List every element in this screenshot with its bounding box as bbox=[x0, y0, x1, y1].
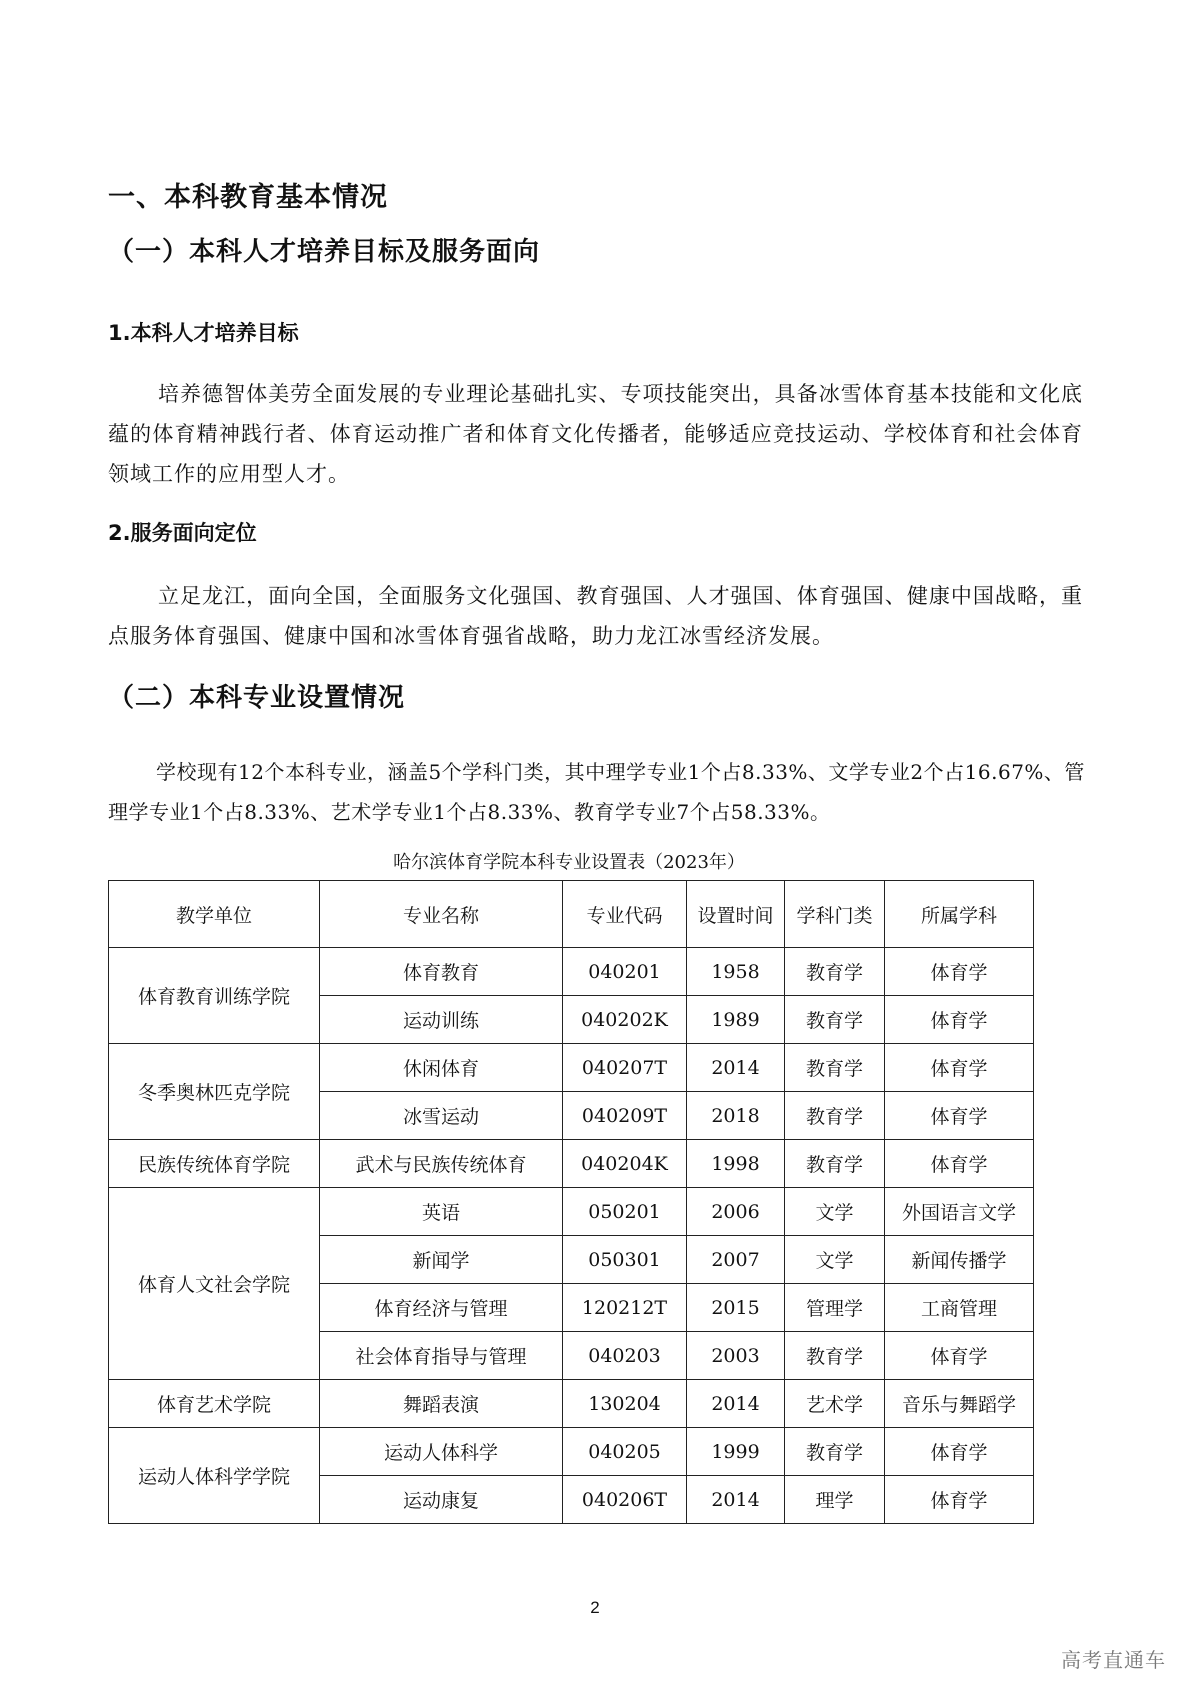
cell-discipline: 理学 bbox=[785, 1476, 885, 1524]
cell-major-name: 体育教育 bbox=[320, 948, 563, 996]
cell-major-name: 运动人体科学 bbox=[320, 1428, 563, 1476]
header-major-code: 专业代码 bbox=[563, 881, 687, 948]
cell-year: 2015 bbox=[687, 1284, 785, 1332]
table-row bbox=[109, 1380, 1034, 1428]
cell-year: 1958 bbox=[687, 948, 785, 996]
table-row bbox=[109, 1044, 1034, 1092]
cell-major-name: 武术与民族传统体育 bbox=[320, 1140, 563, 1188]
cell-discipline: 文学 bbox=[785, 1188, 885, 1236]
header-year: 设置时间 bbox=[687, 881, 785, 948]
cell-major-name: 英语 bbox=[320, 1188, 563, 1236]
table-row bbox=[109, 948, 1034, 996]
table-caption: 哈尔滨体育学院本科专业设置表（2023年） bbox=[393, 852, 745, 873]
cell-discipline: 教育学 bbox=[785, 1332, 885, 1380]
cell-major-name: 新闻学 bbox=[320, 1236, 563, 1284]
table-header-row bbox=[109, 881, 1034, 948]
cell-major-name: 冰雪运动 bbox=[320, 1092, 563, 1140]
cell-unit: 体育教育训练学院 bbox=[109, 948, 320, 1044]
header-subject: 所属学科 bbox=[885, 881, 1034, 948]
cell-discipline: 教育学 bbox=[785, 1092, 885, 1140]
header-major-name: 专业名称 bbox=[320, 881, 563, 948]
cell-subject: 体育学 bbox=[885, 1140, 1034, 1188]
cell-year: 2018 bbox=[687, 1092, 785, 1140]
cell-year: 1989 bbox=[687, 996, 785, 1044]
cell-unit: 体育艺术学院 bbox=[109, 1380, 320, 1428]
cell-major-code: 040204K bbox=[563, 1140, 687, 1188]
cell-year: 2006 bbox=[687, 1188, 785, 1236]
cell-discipline: 教育学 bbox=[785, 1428, 885, 1476]
cell-major-code: 040202K bbox=[563, 996, 687, 1044]
majors-paragraph: 学校现有12个本科专业，涵盖5个学科门类，其中理学专业1个占8.33%、文学专业2个占16.67%、管理学专业1个占8.33%、艺术学专业1个占8.33%、教育学专业7个占58.33%。 bbox=[108, 760, 1085, 824]
cell-year: 2014 bbox=[687, 1380, 785, 1428]
cell-major-name: 舞蹈表演 bbox=[320, 1380, 563, 1428]
cell-unit: 运动人体科学学院 bbox=[109, 1428, 320, 1524]
cell-major-code: 050201 bbox=[563, 1188, 687, 1236]
cell-discipline: 教育学 bbox=[785, 1044, 885, 1092]
cell-discipline: 教育学 bbox=[785, 948, 885, 996]
cell-subject: 体育学 bbox=[885, 1428, 1034, 1476]
cell-year: 1998 bbox=[687, 1140, 785, 1188]
cell-unit: 体育人文社会学院 bbox=[109, 1188, 320, 1380]
cell-major-code: 040206T bbox=[563, 1476, 687, 1524]
section-title: 一、本科教育基本情况 bbox=[108, 182, 388, 213]
cell-major-code: 040207T bbox=[563, 1044, 687, 1092]
cell-year: 2007 bbox=[687, 1236, 785, 1284]
cell-unit: 冬季奥林匹克学院 bbox=[109, 1044, 320, 1140]
table-row bbox=[109, 1140, 1034, 1188]
cell-major-name: 运动训练 bbox=[320, 996, 563, 1044]
cell-major-name: 体育经济与管理 bbox=[320, 1284, 563, 1332]
cell-subject: 体育学 bbox=[885, 1092, 1034, 1140]
cell-subject: 体育学 bbox=[885, 948, 1034, 996]
majors-table bbox=[108, 880, 1034, 1524]
cell-major-code: 040209T bbox=[563, 1092, 687, 1140]
cell-subject: 体育学 bbox=[885, 1332, 1034, 1380]
header-discipline: 学科门类 bbox=[785, 881, 885, 948]
cell-major-name: 运动康复 bbox=[320, 1476, 563, 1524]
service-heading: 2.服务面向定位 bbox=[108, 521, 257, 545]
cell-major-code: 130204 bbox=[563, 1380, 687, 1428]
cell-major-code: 040203 bbox=[563, 1332, 687, 1380]
cell-subject: 外国语言文学 bbox=[885, 1188, 1034, 1236]
cell-discipline: 教育学 bbox=[785, 996, 885, 1044]
cell-major-code: 040205 bbox=[563, 1428, 687, 1476]
goal-heading: 1.本科人才培养目标 bbox=[108, 321, 299, 345]
cell-major-name: 休闲体育 bbox=[320, 1044, 563, 1092]
subsection-title-majors: （二）本科专业设置情况 bbox=[108, 683, 406, 713]
watermark-text: 高考直通车 bbox=[1061, 1648, 1166, 1672]
cell-major-name: 社会体育指导与管理 bbox=[320, 1332, 563, 1380]
cell-subject: 体育学 bbox=[885, 1044, 1034, 1092]
cell-subject: 工商管理 bbox=[885, 1284, 1034, 1332]
cell-subject: 体育学 bbox=[885, 1476, 1034, 1524]
cell-year: 2014 bbox=[687, 1476, 785, 1524]
page-number: 2 bbox=[590, 1598, 600, 1617]
cell-discipline: 管理学 bbox=[785, 1284, 885, 1332]
header-unit: 教学单位 bbox=[109, 881, 320, 948]
cell-subject: 体育学 bbox=[885, 996, 1034, 1044]
cell-discipline: 教育学 bbox=[785, 1140, 885, 1188]
cell-major-code: 120212T bbox=[563, 1284, 687, 1332]
table-row bbox=[109, 1188, 1034, 1236]
cell-discipline: 艺术学 bbox=[785, 1380, 885, 1428]
subsection-title-goals: （一）本科人才培养目标及服务面向 bbox=[108, 237, 541, 267]
cell-major-code: 040201 bbox=[563, 948, 687, 996]
service-paragraph: 立足龙江，面向全国，全面服务文化强国、教育强国、人才强国、体育强国、健康中国战略，重点服务体育强国、健康中国和冰雪体育强省战略，助力龙江冰雪经济发展。 bbox=[108, 584, 1083, 648]
table-row bbox=[109, 1428, 1034, 1476]
cell-year: 2014 bbox=[687, 1044, 785, 1092]
cell-subject: 新闻传播学 bbox=[885, 1236, 1034, 1284]
cell-year: 2003 bbox=[687, 1332, 785, 1380]
cell-major-code: 050301 bbox=[563, 1236, 687, 1284]
cell-year: 1999 bbox=[687, 1428, 785, 1476]
cell-discipline: 文学 bbox=[785, 1236, 885, 1284]
goal-paragraph: 培养德智体美劳全面发展的专业理论基础扎实、专项技能突出，具备冰雪体育基本技能和文化底蕴的体育精神践行者、体育运动推广者和体育文化传播者，能够适应竞技运动、学校体育和社会体育领域工作的应用型人才。 bbox=[108, 382, 1083, 486]
cell-unit: 民族传统体育学院 bbox=[109, 1140, 320, 1188]
cell-subject: 音乐与舞蹈学 bbox=[885, 1380, 1034, 1428]
